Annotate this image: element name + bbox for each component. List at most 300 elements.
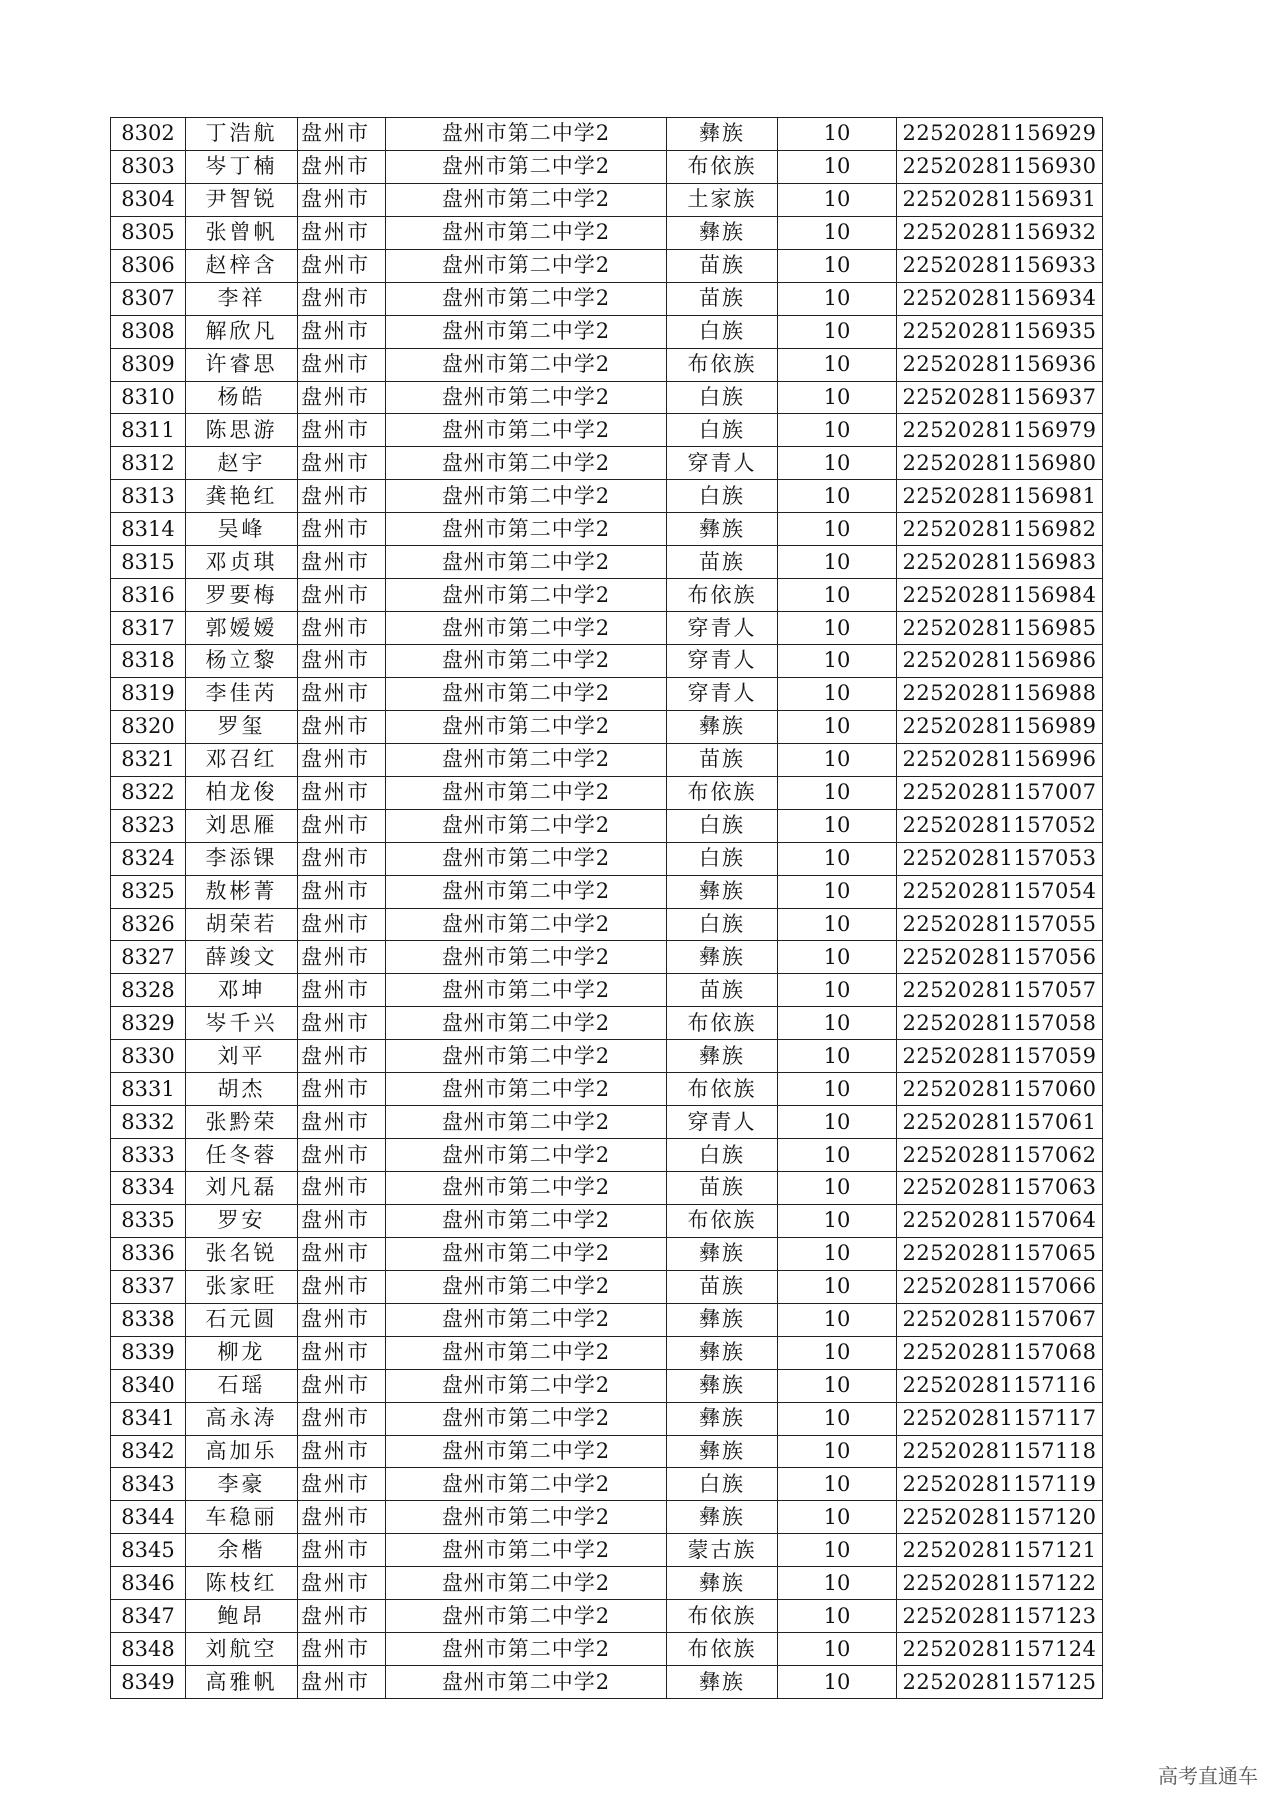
table-row	[111, 480, 1103, 513]
city-cell: 盘州市	[298, 118, 386, 151]
name-cell: 刘凡磊	[186, 1172, 298, 1205]
city-cell: 盘州市	[298, 447, 386, 480]
exam-id-cell: 22520281156989	[897, 710, 1103, 743]
seq-cell: 8334	[111, 1172, 186, 1205]
ethnicity-cell: 穿青人	[667, 612, 778, 645]
city-cell: 盘州市	[298, 1237, 386, 1270]
table-row	[111, 1468, 1103, 1501]
city-cell: 盘州市	[298, 1303, 386, 1336]
seq-cell: 8318	[111, 645, 186, 678]
table-row	[111, 875, 1103, 908]
exam-id-cell: 22520281157121	[897, 1534, 1103, 1567]
city-cell: 盘州市	[298, 1666, 386, 1699]
exam-id-cell: 22520281157064	[897, 1204, 1103, 1237]
score-cell: 10	[778, 908, 897, 941]
score-cell: 10	[778, 809, 897, 842]
ethnicity-cell: 彝族	[667, 1435, 778, 1468]
score-cell: 10	[778, 776, 897, 809]
ethnicity-cell: 苗族	[667, 546, 778, 579]
score-cell: 10	[778, 1666, 897, 1699]
name-cell: 敖彬菁	[186, 875, 298, 908]
table-row	[111, 908, 1103, 941]
name-cell: 郭嫒嫒	[186, 612, 298, 645]
table-row	[111, 315, 1103, 348]
score-cell: 10	[778, 1633, 897, 1666]
score-cell: 10	[778, 1468, 897, 1501]
ethnicity-cell: 白族	[667, 315, 778, 348]
exam-id-cell: 22520281156986	[897, 645, 1103, 678]
seq-cell: 8307	[111, 282, 186, 315]
name-cell: 刘思雁	[186, 809, 298, 842]
ethnicity-cell: 布依族	[667, 1600, 778, 1633]
score-cell: 10	[778, 1435, 897, 1468]
city-cell: 盘州市	[298, 546, 386, 579]
seq-cell: 8305	[111, 216, 186, 249]
ethnicity-cell: 白族	[667, 414, 778, 447]
exam-id-cell: 22520281156984	[897, 579, 1103, 612]
exam-id-cell: 22520281157054	[897, 875, 1103, 908]
ethnicity-cell: 白族	[667, 908, 778, 941]
city-cell: 盘州市	[298, 677, 386, 710]
school-cell: 盘州市第二中学2	[386, 1501, 667, 1534]
table-row	[111, 150, 1103, 183]
seq-cell: 8316	[111, 579, 186, 612]
seq-cell: 8315	[111, 546, 186, 579]
score-cell: 10	[778, 579, 897, 612]
name-cell: 刘航空	[186, 1633, 298, 1666]
school-cell: 盘州市第二中学2	[386, 1600, 667, 1633]
table-row	[111, 1435, 1103, 1468]
ethnicity-cell: 布依族	[667, 1007, 778, 1040]
city-cell: 盘州市	[298, 414, 386, 447]
exam-id-cell: 22520281157065	[897, 1237, 1103, 1270]
city-cell: 盘州市	[298, 809, 386, 842]
table-row	[111, 1040, 1103, 1073]
ethnicity-cell: 穿青人	[667, 645, 778, 678]
school-cell: 盘州市第二中学2	[386, 1336, 667, 1369]
score-cell: 10	[778, 743, 897, 776]
school-cell: 盘州市第二中学2	[386, 1139, 667, 1172]
table-row	[111, 1666, 1103, 1699]
score-cell: 10	[778, 447, 897, 480]
city-cell: 盘州市	[298, 348, 386, 381]
ethnicity-cell: 彝族	[667, 1336, 778, 1369]
score-cell: 10	[778, 1501, 897, 1534]
school-cell: 盘州市第二中学2	[386, 941, 667, 974]
exam-id-cell: 22520281157118	[897, 1435, 1103, 1468]
exam-id-cell: 22520281156979	[897, 414, 1103, 447]
exam-id-cell: 22520281157067	[897, 1303, 1103, 1336]
table-row	[111, 118, 1103, 151]
name-cell: 岑丁楠	[186, 150, 298, 183]
school-cell: 盘州市第二中学2	[386, 743, 667, 776]
table-row	[111, 809, 1103, 842]
school-cell: 盘州市第二中学2	[386, 842, 667, 875]
seq-cell: 8311	[111, 414, 186, 447]
score-cell: 10	[778, 1567, 897, 1600]
table-row	[111, 1139, 1103, 1172]
seq-cell: 8312	[111, 447, 186, 480]
seq-cell: 8336	[111, 1237, 186, 1270]
table-row	[111, 579, 1103, 612]
seq-cell: 8324	[111, 842, 186, 875]
score-cell: 10	[778, 842, 897, 875]
table-row	[111, 1172, 1103, 1205]
school-cell: 盘州市第二中学2	[386, 183, 667, 216]
city-cell: 盘州市	[298, 710, 386, 743]
table-row	[111, 513, 1103, 546]
name-cell: 陈枝红	[186, 1567, 298, 1600]
exam-id-cell: 22520281156935	[897, 315, 1103, 348]
ethnicity-cell: 布依族	[667, 1073, 778, 1106]
score-cell: 10	[778, 381, 897, 414]
city-cell: 盘州市	[298, 875, 386, 908]
ethnicity-cell: 穿青人	[667, 447, 778, 480]
exam-id-cell: 22520281157055	[897, 908, 1103, 941]
school-cell: 盘州市第二中学2	[386, 612, 667, 645]
score-cell: 10	[778, 1007, 897, 1040]
ethnicity-cell: 布依族	[667, 1633, 778, 1666]
ethnicity-cell: 布依族	[667, 348, 778, 381]
name-cell: 罗要梅	[186, 579, 298, 612]
city-cell: 盘州市	[298, 1007, 386, 1040]
table-row	[111, 249, 1103, 282]
exam-id-cell: 22520281156936	[897, 348, 1103, 381]
exam-id-cell: 22520281157066	[897, 1270, 1103, 1303]
seq-cell: 8331	[111, 1073, 186, 1106]
name-cell: 张家旺	[186, 1270, 298, 1303]
table-row	[111, 1204, 1103, 1237]
score-cell: 10	[778, 183, 897, 216]
seq-cell: 8344	[111, 1501, 186, 1534]
school-cell: 盘州市第二中学2	[386, 546, 667, 579]
table-row	[111, 1534, 1103, 1567]
city-cell: 盘州市	[298, 1435, 386, 1468]
ethnicity-cell: 穿青人	[667, 677, 778, 710]
table-row	[111, 710, 1103, 743]
seq-cell: 8314	[111, 513, 186, 546]
table-row	[111, 1567, 1103, 1600]
exam-id-cell: 22520281157117	[897, 1402, 1103, 1435]
city-cell: 盘州市	[298, 579, 386, 612]
seq-cell: 8329	[111, 1007, 186, 1040]
exam-id-cell: 22520281156980	[897, 447, 1103, 480]
ethnicity-cell: 彝族	[667, 710, 778, 743]
name-cell: 柏龙俊	[186, 776, 298, 809]
city-cell: 盘州市	[298, 1468, 386, 1501]
ethnicity-cell: 彝族	[667, 1303, 778, 1336]
seq-cell: 8310	[111, 381, 186, 414]
seq-cell: 8308	[111, 315, 186, 348]
score-cell: 10	[778, 1336, 897, 1369]
city-cell: 盘州市	[298, 1600, 386, 1633]
exam-id-cell: 22520281157060	[897, 1073, 1103, 1106]
city-cell: 盘州市	[298, 1633, 386, 1666]
exam-id-cell: 22520281156985	[897, 612, 1103, 645]
seq-cell: 8323	[111, 809, 186, 842]
seq-cell: 8337	[111, 1270, 186, 1303]
school-cell: 盘州市第二中学2	[386, 809, 667, 842]
name-cell: 张黔荣	[186, 1106, 298, 1139]
seq-cell: 8317	[111, 612, 186, 645]
ethnicity-cell: 彝族	[667, 118, 778, 151]
exam-id-cell: 22520281157007	[897, 776, 1103, 809]
score-cell: 10	[778, 710, 897, 743]
table-row	[111, 743, 1103, 776]
seq-cell: 8339	[111, 1336, 186, 1369]
exam-id-cell: 22520281156982	[897, 513, 1103, 546]
ethnicity-cell: 苗族	[667, 1172, 778, 1205]
exam-id-cell: 22520281157058	[897, 1007, 1103, 1040]
name-cell: 胡荣若	[186, 908, 298, 941]
city-cell: 盘州市	[298, 249, 386, 282]
school-cell: 盘州市第二中学2	[386, 1534, 667, 1567]
school-cell: 盘州市第二中学2	[386, 282, 667, 315]
table-row	[111, 183, 1103, 216]
exam-id-cell: 22520281157062	[897, 1139, 1103, 1172]
city-cell: 盘州市	[298, 645, 386, 678]
name-cell: 刘平	[186, 1040, 298, 1073]
name-cell: 邓贞琪	[186, 546, 298, 579]
name-cell: 高永涛	[186, 1402, 298, 1435]
exam-id-cell: 22520281157116	[897, 1369, 1103, 1402]
city-cell: 盘州市	[298, 743, 386, 776]
score-cell: 10	[778, 645, 897, 678]
city-cell: 盘州市	[298, 1106, 386, 1139]
table-row	[111, 1106, 1103, 1139]
seq-cell: 8349	[111, 1666, 186, 1699]
score-cell: 10	[778, 282, 897, 315]
school-cell: 盘州市第二中学2	[386, 974, 667, 1007]
school-cell: 盘州市第二中学2	[386, 513, 667, 546]
score-cell: 10	[778, 118, 897, 151]
table-row	[111, 348, 1103, 381]
exam-id-cell: 22520281157068	[897, 1336, 1103, 1369]
name-cell: 李佳芮	[186, 677, 298, 710]
score-cell: 10	[778, 1402, 897, 1435]
school-cell: 盘州市第二中学2	[386, 216, 667, 249]
city-cell: 盘州市	[298, 612, 386, 645]
exam-id-cell: 22520281157063	[897, 1172, 1103, 1205]
table-row	[111, 776, 1103, 809]
score-cell: 10	[778, 1534, 897, 1567]
city-cell: 盘州市	[298, 1336, 386, 1369]
score-cell: 10	[778, 1106, 897, 1139]
school-cell: 盘州市第二中学2	[386, 1369, 667, 1402]
city-cell: 盘州市	[298, 941, 386, 974]
ethnicity-cell: 布依族	[667, 1204, 778, 1237]
name-cell: 解欣凡	[186, 315, 298, 348]
school-cell: 盘州市第二中学2	[386, 118, 667, 151]
seq-cell: 8333	[111, 1139, 186, 1172]
score-cell: 10	[778, 875, 897, 908]
score-cell: 10	[778, 348, 897, 381]
school-cell: 盘州市第二中学2	[386, 1435, 667, 1468]
ethnicity-cell: 布依族	[667, 776, 778, 809]
seq-cell: 8335	[111, 1204, 186, 1237]
seq-cell: 8340	[111, 1369, 186, 1402]
exam-id-cell: 22520281157052	[897, 809, 1103, 842]
school-cell: 盘州市第二中学2	[386, 348, 667, 381]
score-cell: 10	[778, 677, 897, 710]
school-cell: 盘州市第二中学2	[386, 1567, 667, 1600]
school-cell: 盘州市第二中学2	[386, 315, 667, 348]
seq-cell: 8320	[111, 710, 186, 743]
seq-cell: 8302	[111, 118, 186, 151]
name-cell: 李豪	[186, 1468, 298, 1501]
exam-id-cell: 22520281157053	[897, 842, 1103, 875]
school-cell: 盘州市第二中学2	[386, 1106, 667, 1139]
score-cell: 10	[778, 1237, 897, 1270]
name-cell: 车稳丽	[186, 1501, 298, 1534]
name-cell: 赵宇	[186, 447, 298, 480]
name-cell: 石元圆	[186, 1303, 298, 1336]
exam-id-cell: 22520281157061	[897, 1106, 1103, 1139]
school-cell: 盘州市第二中学2	[386, 1237, 667, 1270]
name-cell: 岑千兴	[186, 1007, 298, 1040]
seq-cell: 8345	[111, 1534, 186, 1567]
school-cell: 盘州市第二中学2	[386, 381, 667, 414]
table-row	[111, 216, 1103, 249]
exam-id-cell: 22520281156930	[897, 150, 1103, 183]
table-row	[111, 1007, 1103, 1040]
score-cell: 10	[778, 480, 897, 513]
score-cell: 10	[778, 1270, 897, 1303]
seq-cell: 8347	[111, 1600, 186, 1633]
exam-id-cell: 22520281157124	[897, 1633, 1103, 1666]
exam-id-cell: 22520281157122	[897, 1567, 1103, 1600]
seq-cell: 8346	[111, 1567, 186, 1600]
ethnicity-cell: 穿青人	[667, 1106, 778, 1139]
ethnicity-cell: 彝族	[667, 216, 778, 249]
ethnicity-cell: 苗族	[667, 974, 778, 1007]
school-cell: 盘州市第二中学2	[386, 150, 667, 183]
school-cell: 盘州市第二中学2	[386, 579, 667, 612]
score-cell: 10	[778, 1369, 897, 1402]
table-row	[111, 1633, 1103, 1666]
score-cell: 10	[778, 1600, 897, 1633]
score-cell: 10	[778, 1172, 897, 1205]
ethnicity-cell: 布依族	[667, 150, 778, 183]
seq-cell: 8341	[111, 1402, 186, 1435]
city-cell: 盘州市	[298, 1402, 386, 1435]
school-cell: 盘州市第二中学2	[386, 447, 667, 480]
seq-cell: 8325	[111, 875, 186, 908]
exam-id-cell: 22520281157123	[897, 1600, 1103, 1633]
table-row	[111, 842, 1103, 875]
city-cell: 盘州市	[298, 908, 386, 941]
city-cell: 盘州市	[298, 282, 386, 315]
school-cell: 盘州市第二中学2	[386, 677, 667, 710]
score-cell: 10	[778, 249, 897, 282]
name-cell: 罗玺	[186, 710, 298, 743]
name-cell: 高加乐	[186, 1435, 298, 1468]
exam-id-cell: 22520281156929	[897, 118, 1103, 151]
city-cell: 盘州市	[298, 1567, 386, 1600]
name-cell: 罗安	[186, 1204, 298, 1237]
table-row	[111, 941, 1103, 974]
school-cell: 盘州市第二中学2	[386, 1073, 667, 1106]
score-cell: 10	[778, 414, 897, 447]
ethnicity-cell: 白族	[667, 809, 778, 842]
name-cell: 任冬蓉	[186, 1139, 298, 1172]
school-cell: 盘州市第二中学2	[386, 1007, 667, 1040]
seq-cell: 8303	[111, 150, 186, 183]
school-cell: 盘州市第二中学2	[386, 776, 667, 809]
ethnicity-cell: 彝族	[667, 513, 778, 546]
city-cell: 盘州市	[298, 1501, 386, 1534]
name-cell: 邓召红	[186, 743, 298, 776]
name-cell: 薛竣文	[186, 941, 298, 974]
seq-cell: 8338	[111, 1303, 186, 1336]
ethnicity-cell: 苗族	[667, 743, 778, 776]
name-cell: 李祥	[186, 282, 298, 315]
city-cell: 盘州市	[298, 216, 386, 249]
ethnicity-cell: 苗族	[667, 282, 778, 315]
ethnicity-cell: 彝族	[667, 1040, 778, 1073]
name-cell: 许睿思	[186, 348, 298, 381]
ethnicity-cell: 白族	[667, 381, 778, 414]
school-cell: 盘州市第二中学2	[386, 645, 667, 678]
ethnicity-cell: 白族	[667, 1468, 778, 1501]
seq-cell: 8332	[111, 1106, 186, 1139]
score-cell: 10	[778, 546, 897, 579]
city-cell: 盘州市	[298, 381, 386, 414]
table-body	[111, 118, 1103, 1699]
table-row	[111, 645, 1103, 678]
score-cell: 10	[778, 1204, 897, 1237]
exam-id-cell: 22520281157119	[897, 1468, 1103, 1501]
name-cell: 丁浩航	[186, 118, 298, 151]
school-cell: 盘州市第二中学2	[386, 1270, 667, 1303]
watermark-text: 高考直通车	[1158, 1764, 1258, 1788]
school-cell: 盘州市第二中学2	[386, 1633, 667, 1666]
table-row	[111, 414, 1103, 447]
school-cell: 盘州市第二中学2	[386, 1666, 667, 1699]
seq-cell: 8328	[111, 974, 186, 1007]
table-row	[111, 612, 1103, 645]
score-cell: 10	[778, 612, 897, 645]
city-cell: 盘州市	[298, 513, 386, 546]
student-list-table	[110, 117, 1103, 1699]
name-cell: 胡杰	[186, 1073, 298, 1106]
school-cell: 盘州市第二中学2	[386, 1402, 667, 1435]
ethnicity-cell: 布依族	[667, 579, 778, 612]
exam-id-cell: 22520281156931	[897, 183, 1103, 216]
city-cell: 盘州市	[298, 315, 386, 348]
city-cell: 盘州市	[298, 1073, 386, 1106]
school-cell: 盘州市第二中学2	[386, 1040, 667, 1073]
score-cell: 10	[778, 1139, 897, 1172]
score-cell: 10	[778, 216, 897, 249]
city-cell: 盘州市	[298, 183, 386, 216]
ethnicity-cell: 土家族	[667, 183, 778, 216]
exam-id-cell: 22520281157057	[897, 974, 1103, 1007]
ethnicity-cell: 彝族	[667, 1237, 778, 1270]
exam-id-cell: 22520281157120	[897, 1501, 1103, 1534]
name-cell: 高雅帆	[186, 1666, 298, 1699]
seq-cell: 8322	[111, 776, 186, 809]
seq-cell: 8342	[111, 1435, 186, 1468]
score-cell: 10	[778, 941, 897, 974]
table-row	[111, 1402, 1103, 1435]
seq-cell: 8319	[111, 677, 186, 710]
school-cell: 盘州市第二中学2	[386, 1204, 667, 1237]
score-cell: 10	[778, 974, 897, 1007]
name-cell: 张曾帆	[186, 216, 298, 249]
city-cell: 盘州市	[298, 1172, 386, 1205]
name-cell: 石瑶	[186, 1369, 298, 1402]
